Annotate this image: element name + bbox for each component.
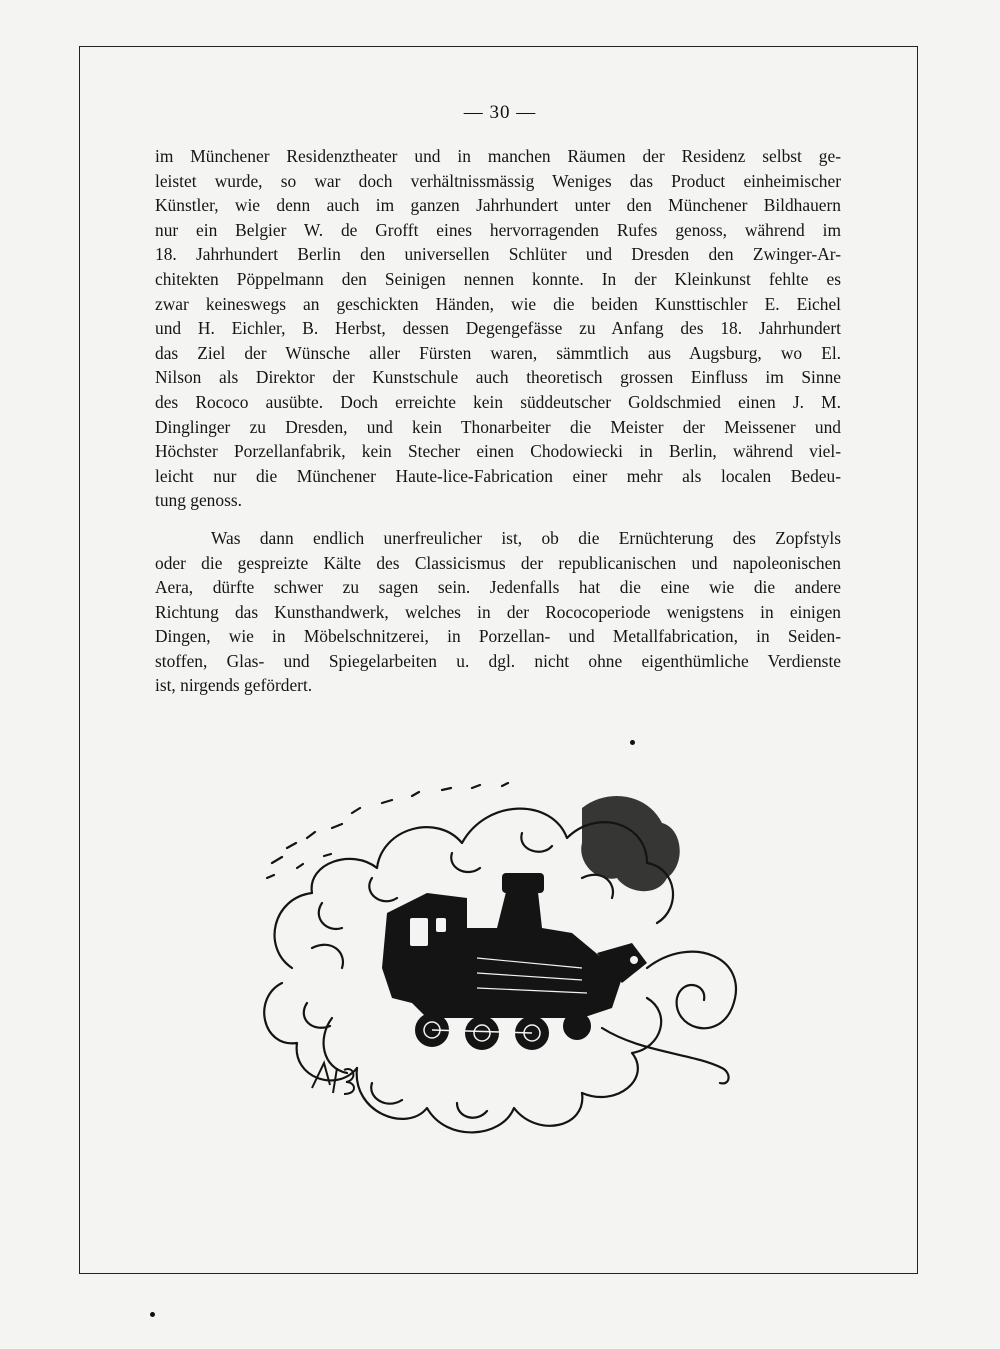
text-line: zwar keineswegs an geschickten Händen, wie die beiden Kunsttischler E. Eichel (155, 293, 841, 314)
speck-mark (150, 1312, 155, 1317)
text-line: Dinglinger zu Dresden, und kein Thonarbeiter die Meister der Meissener und (155, 416, 841, 437)
paragraph-2 (155, 526, 841, 698)
text-line: Nilson als Direktor der Kunstschule auch theoretisch grossen Einfluss im Sinne (155, 367, 841, 388)
text-line: nur ein Belgier W. de Grofft eines hervorragenden Rufes genoss, während im (155, 219, 841, 240)
text-line: Richtung das Kunsthandwerk, welches in der Rococoperiode wenigstens in einigen (155, 601, 841, 622)
text-line: ist, nirgends gefördert. (155, 675, 313, 696)
body-text (155, 144, 841, 698)
text-line: Was dann endlich unerfreulicher ist, ob die Ernüchterung des Zopfstyls (211, 527, 841, 548)
text-line: stoffen, Glas- und Spiegelarbeiten u. dgl. nicht ohne eigenthümliche Verdienste (155, 650, 841, 671)
text-line: Aera, dürfte schwer zu sagen sein. Jedenfalls hat die eine wie die andere (155, 577, 841, 598)
text-line: im Münchener Residenztheater und in manchen Räumen der Residenz selbst ge- (155, 146, 841, 166)
locomotive-vignette-icon (252, 768, 752, 1168)
page-number: — 30 — (463, 102, 537, 123)
text-line: Künstler, wie denn auch im ganzen Jahrhundert unter den Münchener Bildhauern (155, 195, 841, 216)
text-line: Höchster Porzellanfabrik, kein Stecher einen Chodowiecki in Berlin, während viel- (155, 441, 841, 462)
text-line: 18. Jahrhundert Berlin den universellen Schlüter und Dresden den Zwinger-Ar- (155, 244, 841, 265)
text-line: Dingen, wie in Möbelschnitzerei, in Porzellan- und Metallfabrication, in Seiden- (155, 626, 841, 647)
speck-mark (630, 740, 635, 745)
text-line: leistet wurde, so war doch verhältnissmässig Weniges das Product einheimischer (155, 170, 841, 191)
text-line: oder die gespreizte Kälte des Classicismus der republicanischen und napoleonischen (155, 552, 841, 573)
paragraph-1 (155, 144, 841, 513)
text-line: tung genoss. (155, 490, 242, 511)
text-line: des Rococo ausübte. Doch erreichte kein süddeutscher Goldschmied einen J. M. (155, 391, 841, 412)
text-line: und H. Eichler, B. Herbst, dessen Degengefässe zu Anfang des 18. Jahrhundert (155, 318, 841, 339)
text-line: das Ziel der Wünsche aller Fürsten waren, sämmtlich aus Augsburg, wo El. (155, 342, 841, 363)
text-line: leicht nur die Münchener Haute-lice-Fabrication einer mehr als localen Bedeu- (155, 465, 841, 486)
text-line: chitekten Pöppelmann den Seinigen nennen konnte. In der Kleinkunst fehlte es (155, 268, 841, 289)
